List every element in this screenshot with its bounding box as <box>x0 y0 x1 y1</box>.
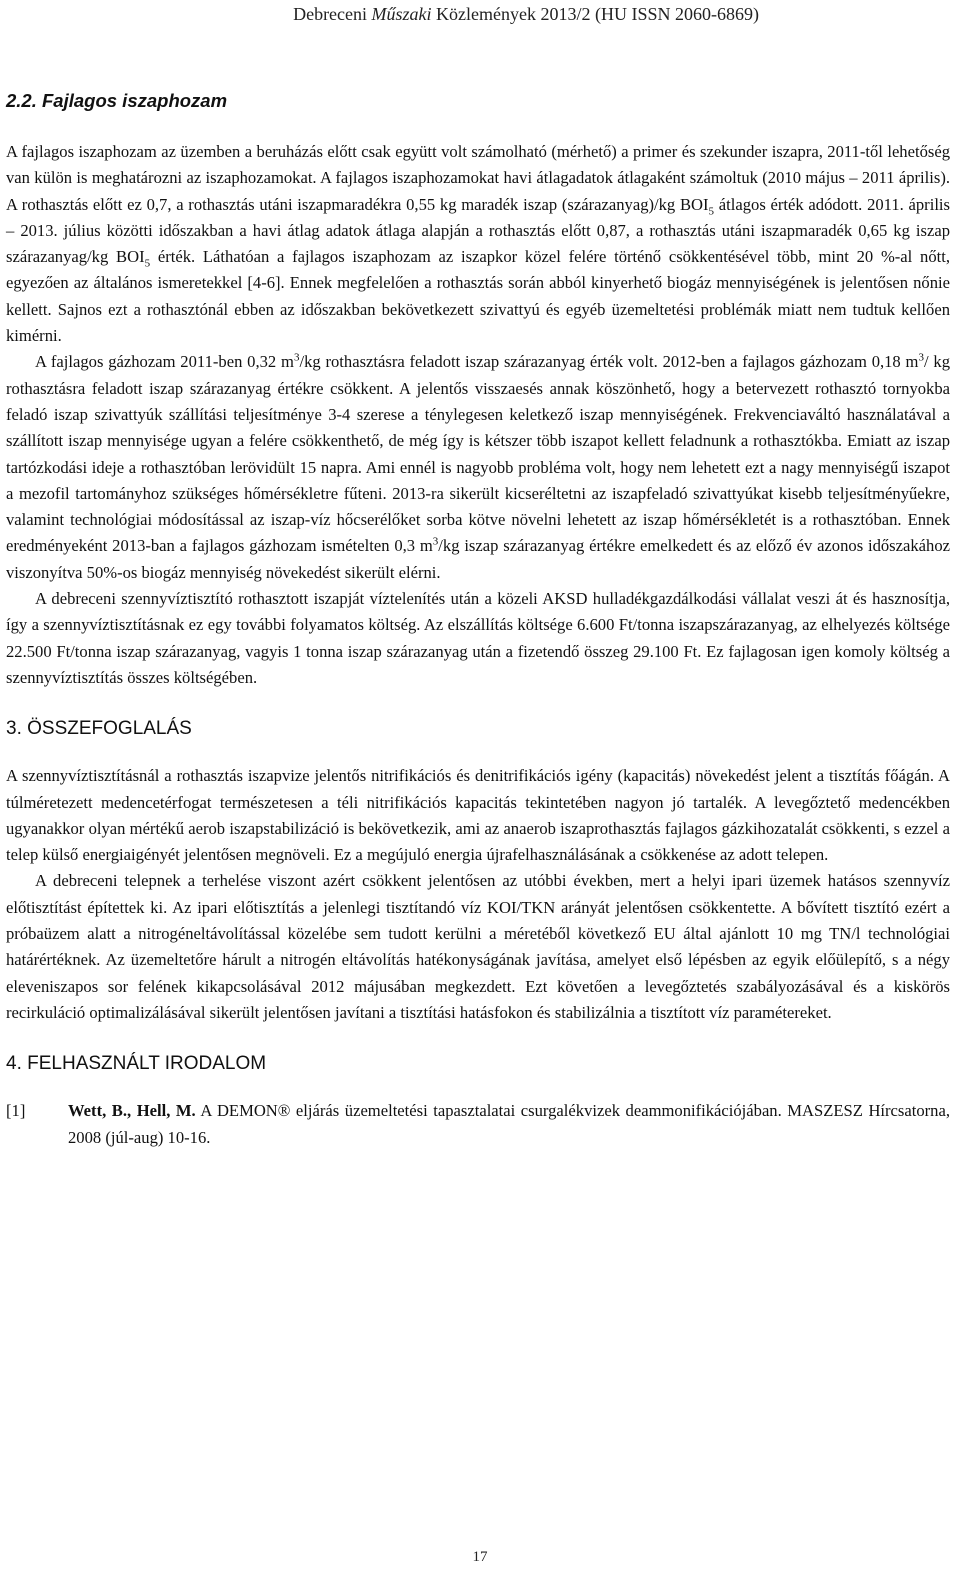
subscript: 5 <box>708 204 715 217</box>
page-number: 17 <box>472 1549 488 1565</box>
header-italic: Műszaki <box>371 4 432 24</box>
text-run: érték. Láthatóan a fajlagos iszaphozam az iszapkor közel felére történő csökkentésével több, mint 20 %-al nőtt, egyezően az általános ismeretekkel [4-6]. Ennek megfelelően a rothasztás során abból kinyerhető biogáz mennyiségének is jelentősen nőnie kellett. Sajnos ezt a rothasztónál ebben az időszakban bekövetkezett szivattyú és egyéb üzemeltetési problémák miatt nem tudtuk kellően kimérni. <box>6 247 950 346</box>
section-4-title: 4. FELHASZNÁLT IRODALOM <box>6 1053 267 1075</box>
journal-header <box>293 4 759 25</box>
text-run: átlagos érték adódott. 2011. április – 2013. július közötti időszakban a havi átlag adatok átlaga alapján a rothasztás előtt 0,87, a rothasztás utáni iszapmaradék 0,65 kg iszap szárazanyag/kg BOI <box>6 194 950 267</box>
header-suffix: Közlemények 2013/2 (HU ISSN 2060-6869) <box>431 4 759 24</box>
reference-title: A DEMON® eljárás üzemeltetési tapasztalatai csurgalékvizek deammonifikációjában. MASZESZ Hírcsatorna, 2008 (júl-aug) 10-16. <box>68 1101 950 1147</box>
text-run: / kg rothasztásra feladott iszap szárazanyag értékre csökkent. A jelentős visszaesés annak köszönhető, hogy a betervezett rothasztó tornyokba feladó iszap szivattyúk szállítási teljesítménye 3-4 szerese a ténylegesen keletkező iszap mennyiségének. Frekvenciaváltó használatával a szállított iszap mennyisége ugyan a felére csökkenthető, de még így is kétszer több iszapot kellett feladnunk a rothasztókba. Emiatt az iszap tartózkodási ideje a rothasztóban lerövidült 15 napra. Ami ennél is nagyobb probléma volt, hogy nem lehetett ezt a nagy mennyiségű iszapot a mezofil tartományhoz szükséges hőmérsékletre fűteni. 2013-ra sikerült kicseréltetni az iszapfeladó szivattyúkat kisebb teljesítményűekre, valamint technológiai módosítással az iszap-víz hőcserélőket sorba kötve növelni lehetett az iszap hőmérsékletét is a rothasztóban. Ennek eredményeként 2013-ban a fajlagos gázhozam ismételten 0,3 m <box>6 352 950 556</box>
text-run: A fajlagos gázhozam 2011-ben 0,32 m <box>35 352 294 372</box>
subscript: 5 <box>144 257 151 270</box>
text-run: /kg iszap szárazanyag értékre emelkedett és az előző év azonos időszakához viszonyítva 50%-os biogáz mennyiség növekedést sikerült elérni. <box>6 536 950 582</box>
text-run: A fajlagos iszaphozam az üzemben a beruházás előtt csak együtt volt számolható (mérhető) a primer és szekunder iszapra, 2011-től lehetőség van külön is meghatározni az iszaphozamokat. A fajlagos iszaphozamokat havi átlagadatok átlagaként számoltuk (2010 május – 2011 április). A rothasztás előtt ez 0,7, a rothasztás utáni iszapmaradékra 0,55 kg maradék iszap (szárazanyag)/kg BOI <box>6 142 950 214</box>
header-prefix: Debreceni <box>293 4 372 24</box>
superscript: 3 <box>293 351 300 364</box>
reference-text <box>68 1098 950 1151</box>
paragraph <box>6 349 950 586</box>
paragraph: A debreceni szennyvíztisztító rothasztott iszapját víztelenítés után a közeli AKSD hulladékgazdálkodási vállalat veszi át és hasznosítja, így a szennyvíztisztításnak ez egy további folyamatos költség. Az elszállítás költsége 6.600 Ft/tonna iszapszárazanyag, az elhelyezés költsége 22.500 Ft/tonna iszap szárazanyag, vagyis 1 tonna iszap szárazanyag után a fizetendő összeg 29.100 Ft. Ez fajlagosan igen komoly költség a szennyvíztisztítás összes költségében. <box>6 589 950 687</box>
reference-authors: Wett, B., Hell, M. <box>68 1101 196 1121</box>
section-3-title: 3. ÖSSZEFOGLALÁS <box>6 718 192 740</box>
paragraph: A szennyvíztisztításnál a rothasztás iszapvize jelentős nitrifikációs és denitrifikációs igény (kapacitás) növekedést jelent a tisztítás főágán. A túlméretezett medencetérfogat természetesen a téli nitrifikációs kapacitás tekintetében nagyon jó tartalék. A levegőztető medencékben ugyanakkor olyan mértékű aerob iszapstabilizáció is bekövetkezik, ami az anaerob iszaprothasztás fajlagos gázkihozatalát csökkenti, s ezzel a telep külső energiaigényét jelentősen megnöveli. Ez a megújuló energia újrafelhasználásának a csökkenése az adott telepen. <box>6 766 950 865</box>
paragraph: A debreceni telepnek a terhelése viszont azért csökkent jelentősen az utóbbi években, mert a helyi ipari üzemek hatásos szennyvíz előtisztítást építettek ki. Az ipari előtisztítás a jelenlegi tisztítandó víz KOI/TKN arányát jelentősen csökkentette. A bővített tisztító ezért a próbaüzem alatt a nitrogéneltávolítással közelébe sem tudott kerülni a méretéből következő EU által ajánlott 10 mg TN/l technológiai határértéknek. Az üzemeltetőre hárult a nitrogén eltávolítás hatékonyságának javítása, amelyet első lépésben az egyik előülepítő, s a négy eleveniszapos sor felének kikapcsolásával 2012 májusában megkezdett. Ezt követően a levegőztetés szabályozásával és a kiskörös recirkuláció optimalizálásával sikerült jelentősen javítani a tisztítási hatásfokon és stabilizálnia a tisztított víz paramétereket. <box>6 871 950 1022</box>
paragraph <box>6 139 950 349</box>
article-body <box>6 89 950 1151</box>
section-2-2-title: 2.2. Fajlagos iszaphozam <box>6 90 228 111</box>
superscript: 3 <box>432 535 439 548</box>
text-run: /kg rothasztásra feladott iszap szárazanyag érték volt. 2012-ben a fajlagos gázhozam 0,18 m <box>299 352 919 372</box>
superscript: 3 <box>918 351 924 364</box>
reference-number: [1] <box>6 1101 26 1121</box>
reference-item <box>6 1098 950 1151</box>
